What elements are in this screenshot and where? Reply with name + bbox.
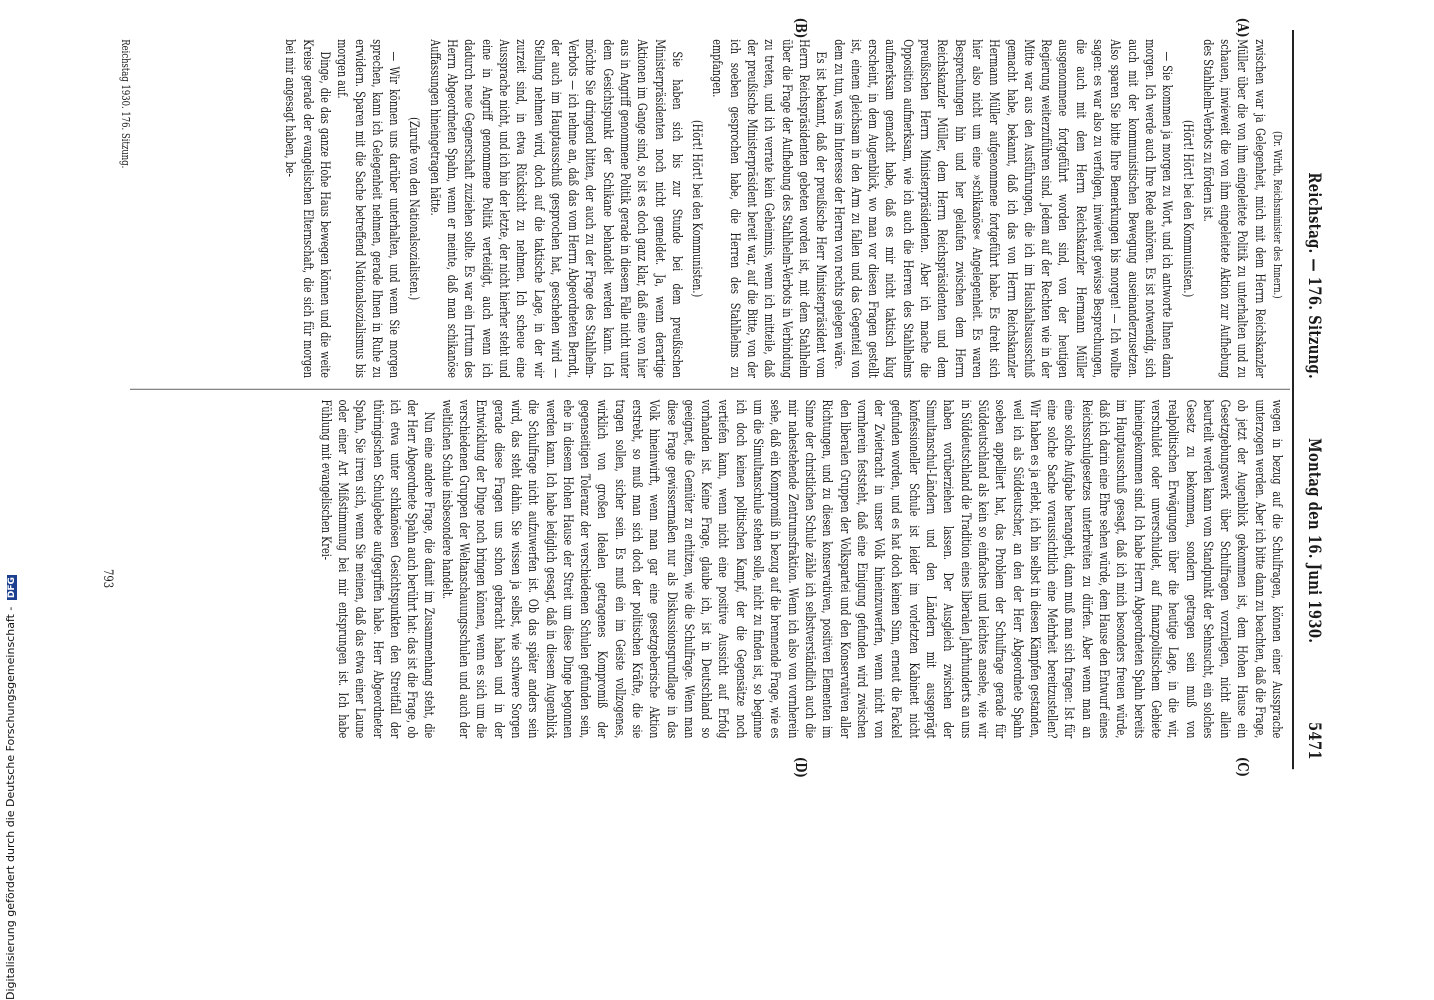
paragraph: zwischen war ja Gelegenheit, mich mit dem Herrn Reichskanzler Müller über die von ihm eingeleitete Politik zu unterhalten und zu schauen, inwieweit die von ihm eingeleitete Aktion zur Aufhebung des Stahlhelm-Verbots zu fördern ist. — [1200, 39, 1268, 379]
speaker-line: (Dr. Wirth, Reichsminister des Innern.) — [1271, 131, 1284, 299]
running-head — [1292, 30, 1330, 769]
paragraph: Nun eine andere Frage, die damit im Zusammenhang steht, die der Herr Abgeordnete Spahn auch berührt hat: das ist die Frage, ob ich etwa unter schikanösen Gesichtspunkten den Streitfall der thüringischen Schulgebete aufgegriffen habe. Herr Abgeordneter Spahn, Sie irren sich, wenn Sie meinen, daß das etwa einer Laune oder einer Art Mißstimmung bei mir entsprungen ist. Ich habe Fühlung mit evangelischen Krei- — [318, 399, 438, 739]
paragraph: Es ist bekannt, daß der preußische Herr Ministerpräsident vom Herrn Reichspräsidenten gebeten worden ist, mit dem Stahlhelm über die Frage der Aufhebung des Stahlhelm-Verbots in Verbindung zu treten, und ich verrate kein Geheimnis, wenn ich mitteile, daß der preußische Ministerpräsident bereit war, auf die Bitte, von der ich soeben gesprochen habe, die Herren des Stahlhelms zu empfangen. — [710, 39, 830, 379]
document-page — [80, 17, 1330, 778]
margin-mark-b: (B) — [792, 17, 810, 39]
paragraph: Sie haben sich bis zur Stunde bei dem preußischen Ministerpräsidenten noch nicht gemeldet. Ja, wenn derartige Aktionen im Gange sind, so ist es doch ganz klar, daß eine von hier aus in Angriff genommene Politik gerade in diesem Falle nicht unter dem Gesichtspunkt der Schikane behandelt werden kann. Ich möchte Sie dringend bitten, der auch zu der Frage des Stahlhelm-Verbots — ich nehme an, daß das vom Herrn Abgeordneten Berndt, der auch im Hauptausschuß gesprochen hat, geschehen wird — Stellung nehmen wird, doch auf die taktische Lage, in der wir zurzeit sind, in etwa Rücksicht zu nehmen. Ich scheue eine Aussprache nicht, und ich bin der letzte, der nicht hierher steht und eine in Angriff genommene Politik verteidigt, auch wenn ich dadurch neue Gegnerschaft zuziehen sollte. Es war ein Irrtum des Herrn Abgeordneten Spahn, wenn er meinte, daß man schikanöse Auffassungen hineingetragen hätte. — [427, 39, 685, 379]
right-column — [136, 400, 1286, 739]
page-number: 5471 — [1304, 721, 1324, 760]
rotated-page — [70, 17, 1330, 778]
margin-mark-a: (A) — [1234, 17, 1252, 38]
paragraph: wegen in bezug auf die Schulfragen, können einer Aussprache unterzogen werden. Aber ich bitte dann zu beachten, daß die Frage, ob jetzt der Augenblick gekommen ist, dem Hohen Hause ein Gesetzgebungswerk über Schulfragen vorzulegen, nicht allein beurteilt werden kann vom Standpunkt der Sehnsucht, ein solches Gesetz zu bekommen, sondern getragen sein muß von realpolitischen Erwägungen über die heutige Lage, in die wir, verschuldet oder unverschuldet, auf finanzpolitischem Gebiete hineingekommen sind. Ich habe Herrn Abgeordneten Spahn bereits im Hauptausschuß gesagt, daß ich mich besonders freuen würde, daß ich darin eine Ehre sehen würde, dem Hause den Entwurf eines Reichsschulgesetzes unterbreiten zu dürfen. Aber wenn man an eine solche Aufgabe herangeht, dann muß man sich fragen: Ist für eine solche Sache voraussichtlich eine Mehrheit bereitzustellen? Wir haben es ja erlebt, ich bin selbst in diesen Kämpfen gestanden, weil ich als Süddeutscher, an den der Herr Abgeordnete Spahn soeben appelliert hat, das Problem der Schulfrage gerade für Süddeutschland als kein so einfaches und leichtes ansehe, wie wir in Süddeutschland die Tradition eines liberalen Jahrhunderts an uns haben vorüberziehen lassen. Der Ausgleich zwischen der Simultanschul-Ländern und den Ländern mit ausgeprägt konfessioneller Schule ist leider im vorletzten Kabinett nicht gefunden worden, und es hat doch keinen Sinn, erneut die Fackel der Zwietracht in unser Volk hineinzuwerfen, wenn nicht von vornherein feststeht, daß eine Einigung gefunden wird zwischen den liberalen Gruppen der Volkspartei und den Konservativen aller Richtungen, und zu diesen konservativen, positiven Elementen im Sinne der christlichen Schule zähle ich selbstverständlich auch die mir nahestehende Zentrumsfraktion. Wenn ich also von vornherein sehe, daß ein Kompromiß in bezug auf die brennende Frage, wie es um die Simultanschule stehen solle, nicht zu finden ist, so beginne ich doch keinen politischen Kampf, der die Gegensätze noch vertiefen kann, wenn nicht eine positive Aussicht auf Erfolg vorhanden ist. Keine Frage, glaube ich, ist in Deutschland so geeignet, die Gemüter zu erhitzen, wie die Schulfrage. Wenn man diese Frage gewissermaßen nur als Diskussionsgrundlage in das Volk hineinwirft, wenn man gar eine gesetzgeberische Aktion erstrebt, so muß man sich doch der politischen Kräfte, die sie tragen sollen, sicher sein. Es muß ein im Geiste vollzogenes, wirklich von großen Idealen getragenes Kompromiß der gegenseitigen Toleranz der verschiedenen Schulen gefunden sein, ehe in diesem Hohen Hause der Streit um diese Dinge begonnen werden kann. Ich habe lediglich gesagt, daß in diesem Augenblick die Schulfrage nicht aufzuwerfen ist. Ob das später anders sein wird, das steht dahin. Sie wissen ja selbst, wie schwere Sorgen gerade diese Fragen uns schon gebracht haben und in der Entwicklung der Dinge noch bringen können, wenn es sich um die verschiedenen Gruppen der Weltanschauungsschulen und auch der weltlichen Schule insbesondere handelt. — [439, 399, 1285, 739]
digitization-text: Digitalisierung gefördert durch die Deutsche Forschungsgemeinschaft - — [4, 606, 17, 1000]
paragraph: Dinge, die das ganze Hohe Haus bewegen können und die weite Kreise gerade der evangelischen Elternschaft, die sich für morgen bei mir angesagt haben, be- — [283, 39, 333, 379]
footer-number: 793 — [100, 569, 115, 589]
running-head-left: Reichstag. — 176. Sitzung. — [1304, 172, 1324, 380]
margin-mark-d: (D) — [792, 756, 810, 778]
column-rule — [130, 389, 1290, 390]
left-column — [136, 39, 1286, 378]
dfg-logo-icon: DFG — [7, 577, 17, 599]
margin-mark-c: (C) — [1234, 756, 1252, 778]
paragraph: — Wir können uns darüber unterhalten, und wenn Sie morgen sprechen, kann ich Gelegenheit nehmen, gerade Ihnen in Ruhe zu erwidern. Sparen mit die Sache betreffend Nationalsozialismus bis morgen auf. — [335, 39, 403, 379]
footer-signature: Reichstag 1930. 176. Sitzung. — [119, 39, 132, 169]
digitization-note — [4, 0, 22, 1000]
interjection: (Hört! Hört! bei den Kommunisten.) — [1180, 119, 1196, 298]
running-head-right: Montag den 16. Juni 1930. — [1304, 438, 1324, 644]
interjection: (Zurufe von den Nationalsozialisten.) — [407, 117, 423, 301]
paragraph: — Sie kommen ja morgen zu Wort, und ich antworte Ihnen dann morgen. Ich werde auch Ihre Rede anhören. Es ist notwendig, sich auch mit der kommunistischen Bewegung auseinanderzusetzen. Also sparen Sie bitte Ihre Bemerkungen bis morgen! — Ich wollte sagen: es war also zu verfolgen, inwieweit gewisse Besprechungen, die auch mit dem Herrn Reichskanzler Hermann Müller ausgenommene fortgeführt worden sind, von der heutigen Regierung weiterzuführen sind. Jedem auf der Rechten wie in der Mitte war aus den Ausführungen, die ich im Haushaltsausschuß gemacht habe, bekannt, daß ich das von Herrn Reichskanzler Hermann Müller aufgenommene fortgeführt habe. Es dreht sich hier also nicht um eine »schikanöse« Angelegenheit. Es waren Besprechungen hin und her gelaufen zwischen dem Herrn Reichskanzler Müller, dem Herrn Reichspräsidenten und dem preußischen Herrn Ministerpräsidenten. Aber ich mache die Opposition aufmerksam, wie ich auch die Herren des Stahlhelms aufmerksam gemacht habe, daß es mir nicht taktisch klug erscheint, in dem Augenblick, wo man vor diesen Fragen gestellt ist, einem gleichsam in den Arm zu fallen und das Gegenteil von dem zu tun, was im Interesse der Herren von rechts gelegen wäre. — [831, 39, 1176, 379]
interjection: (Hört! Hört! bei den Kommunisten.) — [690, 119, 706, 298]
